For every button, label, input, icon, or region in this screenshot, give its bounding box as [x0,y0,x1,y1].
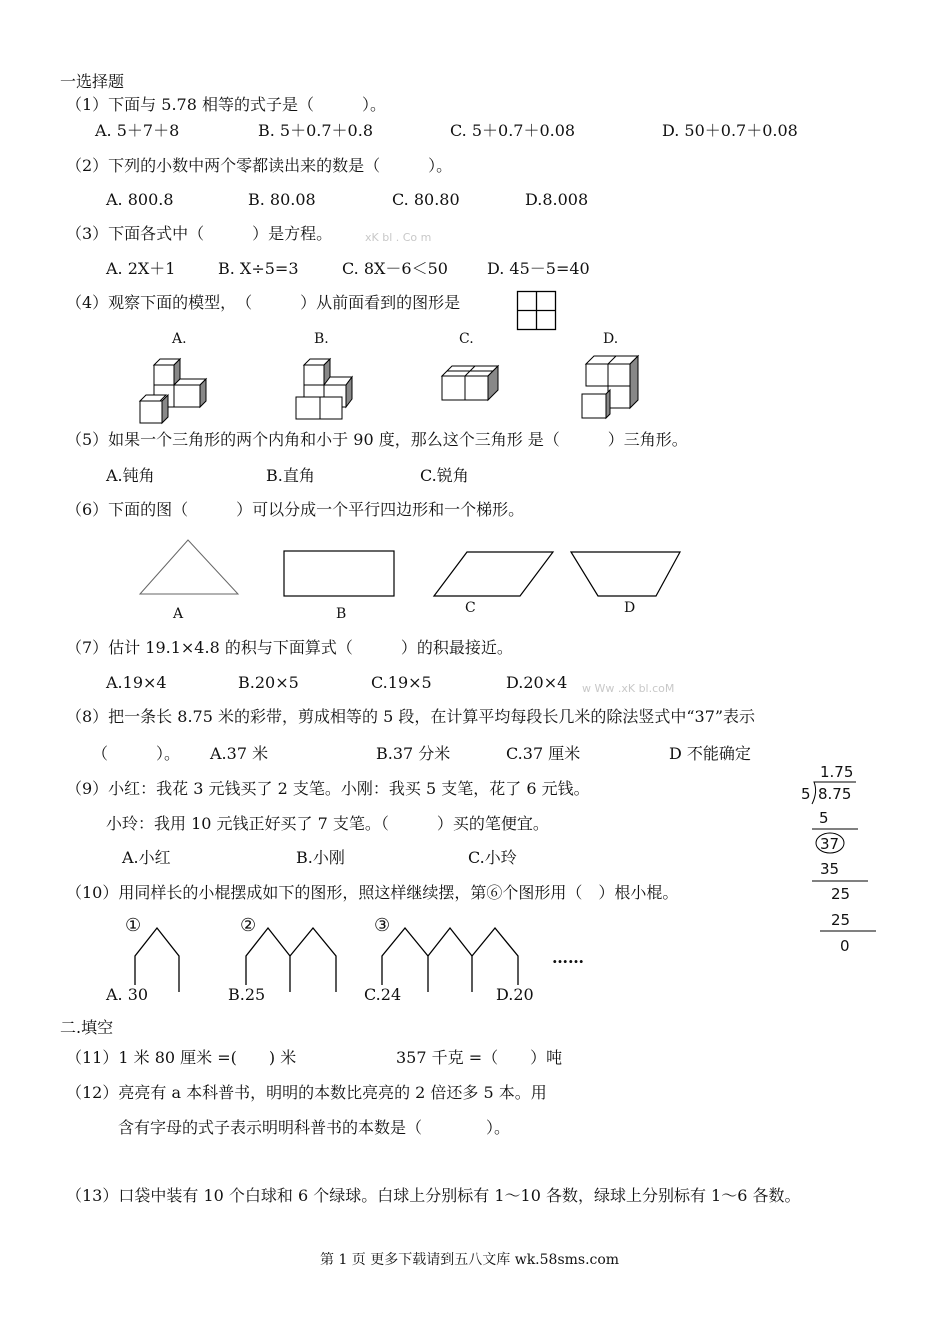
q1-option-a: A. 5＋7＋8 [95,121,180,140]
division-line-3 [820,930,880,934]
q4-stem: （4）观察下面的模型， （ ）从前面看到的图形是 [66,293,461,312]
stick-house-1 [133,924,183,994]
q10-figure-2-label: ② [240,915,257,936]
q2-option-c: C. 80.80 [392,190,460,209]
q4-label-d: D. [603,331,619,347]
stick-house-3 [380,924,525,994]
q3-option-a: A. 2X＋1 [106,259,176,278]
q8-option-d: D 不能确定 [669,744,751,763]
q12-line1: （12）亮亮有 a 本科普书，明明的本数比亮亮的 2 倍还多 5 本。用 [66,1083,547,1102]
q7-option-a: A.19×4 [106,673,167,692]
q7-watermark: w Ww .xK bl.coM [582,682,675,695]
front-view-grid-figure [517,291,557,331]
q5-option-b: B.直角 [266,466,315,485]
q3-option-d: D. 45－5=40 [487,259,590,278]
division-row-4: 25 [831,885,851,903]
q5-option-a: A.钝角 [106,466,155,485]
q2-option-d: D.8.008 [525,190,589,209]
q8-option-c: C.37 厘米 [506,744,581,763]
q9-option-c: C.小玲 [468,848,517,867]
q10-ellipsis: …… [552,948,584,967]
q4-label-b: B. [314,331,329,347]
q7-option-b: B.20×5 [238,673,299,692]
q9-option-a: A.小红 [122,848,171,867]
q13-stem: （13）口袋中装有 10 个白球和 6 个绿球。白球上分别标有 1～10 各数，绿球上分别标有 1～6 各数。 [66,1186,801,1205]
q7-option-c: C.19×5 [371,673,432,692]
q9-line1: （9）小红：我花 3 元钱买了 2 支笔。小刚：我买 5 支笔，花了 6 元钱。 [66,779,590,798]
cube-model-d [580,352,660,427]
q11-part-a: （11）1 米 80 厘米 =( ) 米 [66,1048,297,1067]
q3-option-b: B. X÷5=3 [218,259,299,278]
q1-option-d: D. 50＋0.7＋0.08 [662,121,798,140]
shape-a-triangle [138,538,248,598]
q1-stem: （1）下面与 5.78 相等的式子是（ ）。 [66,95,386,114]
division-circle-37 [814,832,850,856]
q11-part-b: 357 千克 =（ ）吨 [396,1048,563,1067]
q2-option-a: A. 800.8 [106,190,174,209]
q10-option-c: C.24 [364,985,402,1004]
cube-model-b [292,355,372,425]
shape-b-rectangle [283,550,398,600]
division-divisor: 5 [801,785,811,803]
q9-option-b: B.小刚 [296,848,345,867]
page-footer: 第 1 页 更多下载请到五八文库 wk.58sms.com [320,1252,620,1268]
q10-figure-1-label: ① [125,915,142,936]
division-row-6: 0 [840,937,850,955]
q10-option-a: A. 30 [106,985,149,1004]
division-dividend: 8.75 [818,785,852,803]
q3-option-c: C. 8X－6＜50 [342,259,448,278]
q3-watermark: xK bl . Co m [365,231,432,244]
division-quotient: 1.75 [820,763,854,781]
q8-blank: （ ）。 [92,744,181,763]
q2-stem: （2）下列的小数中两个零都读出来的数是（ ）。 [66,156,453,175]
q7-stem: （7）估计 19.1×4.8 的积与下面算式（ ）的积最接近。 [66,638,513,657]
q2-option-b: B. 80.08 [248,190,316,209]
q8-option-b: B.37 分米 [376,744,451,763]
stick-house-2 [244,924,344,994]
section2-title: 二.填空 [60,1018,114,1037]
q5-stem: （5）如果一个三角形的两个内角和小于 90 度，那么这个三角形 是（ ）三角形。 [66,430,688,449]
q10-stem: （10）用同样长的小棍摆成如下的图形，照这样继续摆，第⑥个图形用（ ）根小棍。 [66,883,679,902]
division-row-1: 5 [819,809,829,827]
q10-figure-3-label: ③ [374,915,391,936]
q1-option-c: C. 5＋0.7＋0.08 [450,121,576,140]
q6-label-b: B [336,606,347,622]
shape-d-trapezoid [570,550,685,600]
q10-option-b: B.25 [228,985,266,1004]
q3-stem: （3）下面各式中（ ）是方程。 [66,224,333,243]
q6-label-a: A [173,606,184,622]
q6-stem: （6）下面的图（ ）可以分成一个平行四边形和一个梯形。 [66,500,525,519]
division-row-2: 37 [820,835,840,853]
q6-label-c: C [465,600,476,616]
cube-model-c [440,362,520,422]
q6-label-d: D [624,600,636,616]
q4-label-c: C. [459,331,474,347]
q8-option-a: A.37 米 [210,744,269,763]
q7-option-d: D.20×4 [506,673,568,692]
q8-stem: （8）把一条长 8.75 米的彩带，剪成相等的 5 段，在计算平均每段长几米的除法竖式中“37”表示 [66,707,756,726]
q1-option-b: B. 5＋0.7＋0.8 [258,121,374,140]
q5-option-c: C.锐角 [420,466,469,485]
q12-line2: 含有字母的式子表示明明科普书的本数是（ ）。 [118,1118,511,1137]
shape-c-parallelogram [432,550,557,600]
q4-label-a: A. [172,331,187,347]
q9-line2: 小玲：我用 10 元钱正好买了 7 支笔。（ ）买的笔便宜。 [106,814,549,833]
q10-option-d: D.20 [496,985,534,1004]
section-title: 一选择题 [60,72,125,91]
division-row-5: 25 [831,911,851,929]
cube-model-a [138,355,218,425]
division-bracket [810,780,870,810]
division-row-3: 35 [820,860,840,878]
